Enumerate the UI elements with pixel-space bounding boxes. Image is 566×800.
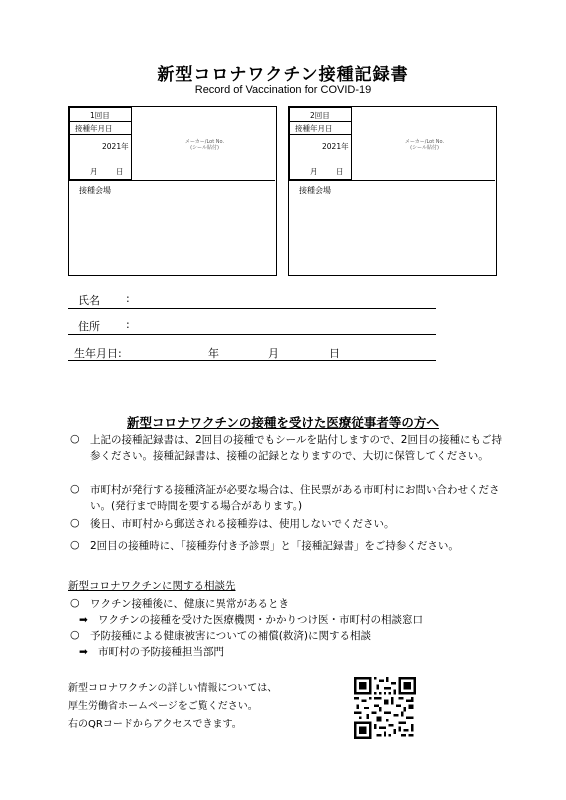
arrow-icon: ➡ [79, 614, 88, 626]
date-day: 日 [336, 167, 344, 176]
venue-label: 接種会場 [79, 186, 111, 195]
notice-item-2: 市町村が発行する接種済証が必要な場合は、住民票がある市町村にお問い合わせください。(発行まで時間を要する場合があります。) [90, 484, 500, 512]
date-label: 接種年月日 [295, 124, 333, 133]
dose-card-2 [288, 106, 497, 276]
date-month: 月 [310, 167, 318, 176]
venue-label: 接種会場 [299, 186, 331, 195]
name-label: 氏名 [78, 294, 100, 307]
contact-title: 新型コロナワクチンに関する相談先 [68, 580, 236, 592]
date-year: 2021年 [322, 142, 349, 151]
contact-bullet-2: ○ [70, 628, 80, 641]
info-line-2: 厚生労働省ホームページをご覧ください。 [68, 701, 258, 712]
name-field[interactable] [68, 308, 436, 309]
date-day: 日 [116, 167, 124, 176]
sticker-area [133, 139, 276, 151]
contact-question-2: 予防接種による健康被害についての補償(救済)に関する相談 [90, 630, 371, 642]
notice-item-4: 2回目の接種時に、「接種券付き予診票」と「接種記録書」をご持参ください。 [90, 540, 459, 552]
address-label: 住所 [78, 320, 100, 333]
date-month: 月 [90, 167, 98, 176]
dose-number: 1回目 [90, 111, 110, 120]
dob-month-unit: 月 [268, 347, 279, 360]
date-label: 接種年月日 [75, 124, 113, 133]
notice-bullet-1: ○ [70, 432, 80, 445]
document-subtitle: Record of Vaccination for COVID-19 [194, 84, 372, 96]
document-title: 新型コロナワクチン接種記録書 [157, 65, 409, 85]
arrow-icon: ➡ [79, 646, 88, 658]
sticker-label: (シール貼付) [410, 145, 439, 151]
address-field[interactable] [68, 334, 436, 335]
notice-bullet-3: ○ [70, 516, 80, 529]
dob-year-unit: 年 [208, 347, 219, 360]
info-line-3: 右のQRコードからアクセスできます。 [68, 719, 242, 730]
sticker-area [353, 139, 496, 151]
notice-item-3: 後日、市町村から郵送される接種券は、使用しないでください。 [90, 518, 395, 530]
contact-answer-1: ワクチンの接種を受けた医療機関・かかりつけ医・市町村の相談窓口 [98, 614, 423, 626]
qr-code-icon[interactable] [354, 677, 416, 739]
contact-answer-2: 市町村の予防接種担当部門 [98, 646, 224, 658]
dob-day-unit: 日 [329, 347, 340, 360]
dose-date-box [289, 107, 352, 180]
maker-lot-label: メーカー/Lot No. [404, 139, 445, 145]
dob-field[interactable] [68, 360, 436, 361]
notice-bullet-4: ○ [70, 538, 80, 551]
info-line-1: 新型コロナワクチンの詳しい情報については、 [68, 683, 278, 694]
address-colon: : [126, 318, 130, 331]
contact-bullet-1: ○ [70, 596, 80, 609]
dob-label: 生年月日: [74, 347, 122, 360]
name-colon: : [126, 292, 130, 305]
dose-number: 2回目 [310, 111, 330, 120]
contact-question-1: ワクチン接種後に、健康に異常があるとき [90, 598, 289, 610]
dose-date-box [69, 107, 132, 180]
sticker-label: (シール貼付) [190, 145, 219, 151]
notice-item-1: 上記の接種記録書は、2回目の接種でもシールを貼付しますので、2回目の接種にもご持参ください。接種記録書は、接種の記録となりますので、大切に保管してください。 [90, 434, 502, 462]
date-year: 2021年 [102, 142, 129, 151]
maker-lot-label: メーカー/Lot No. [184, 139, 225, 145]
dose-card-1 [68, 106, 277, 276]
notice-bullet-2: ○ [70, 482, 80, 495]
notice-title: 新型コロナワクチンの接種を受けた医療従事者等の方へ [127, 415, 439, 430]
